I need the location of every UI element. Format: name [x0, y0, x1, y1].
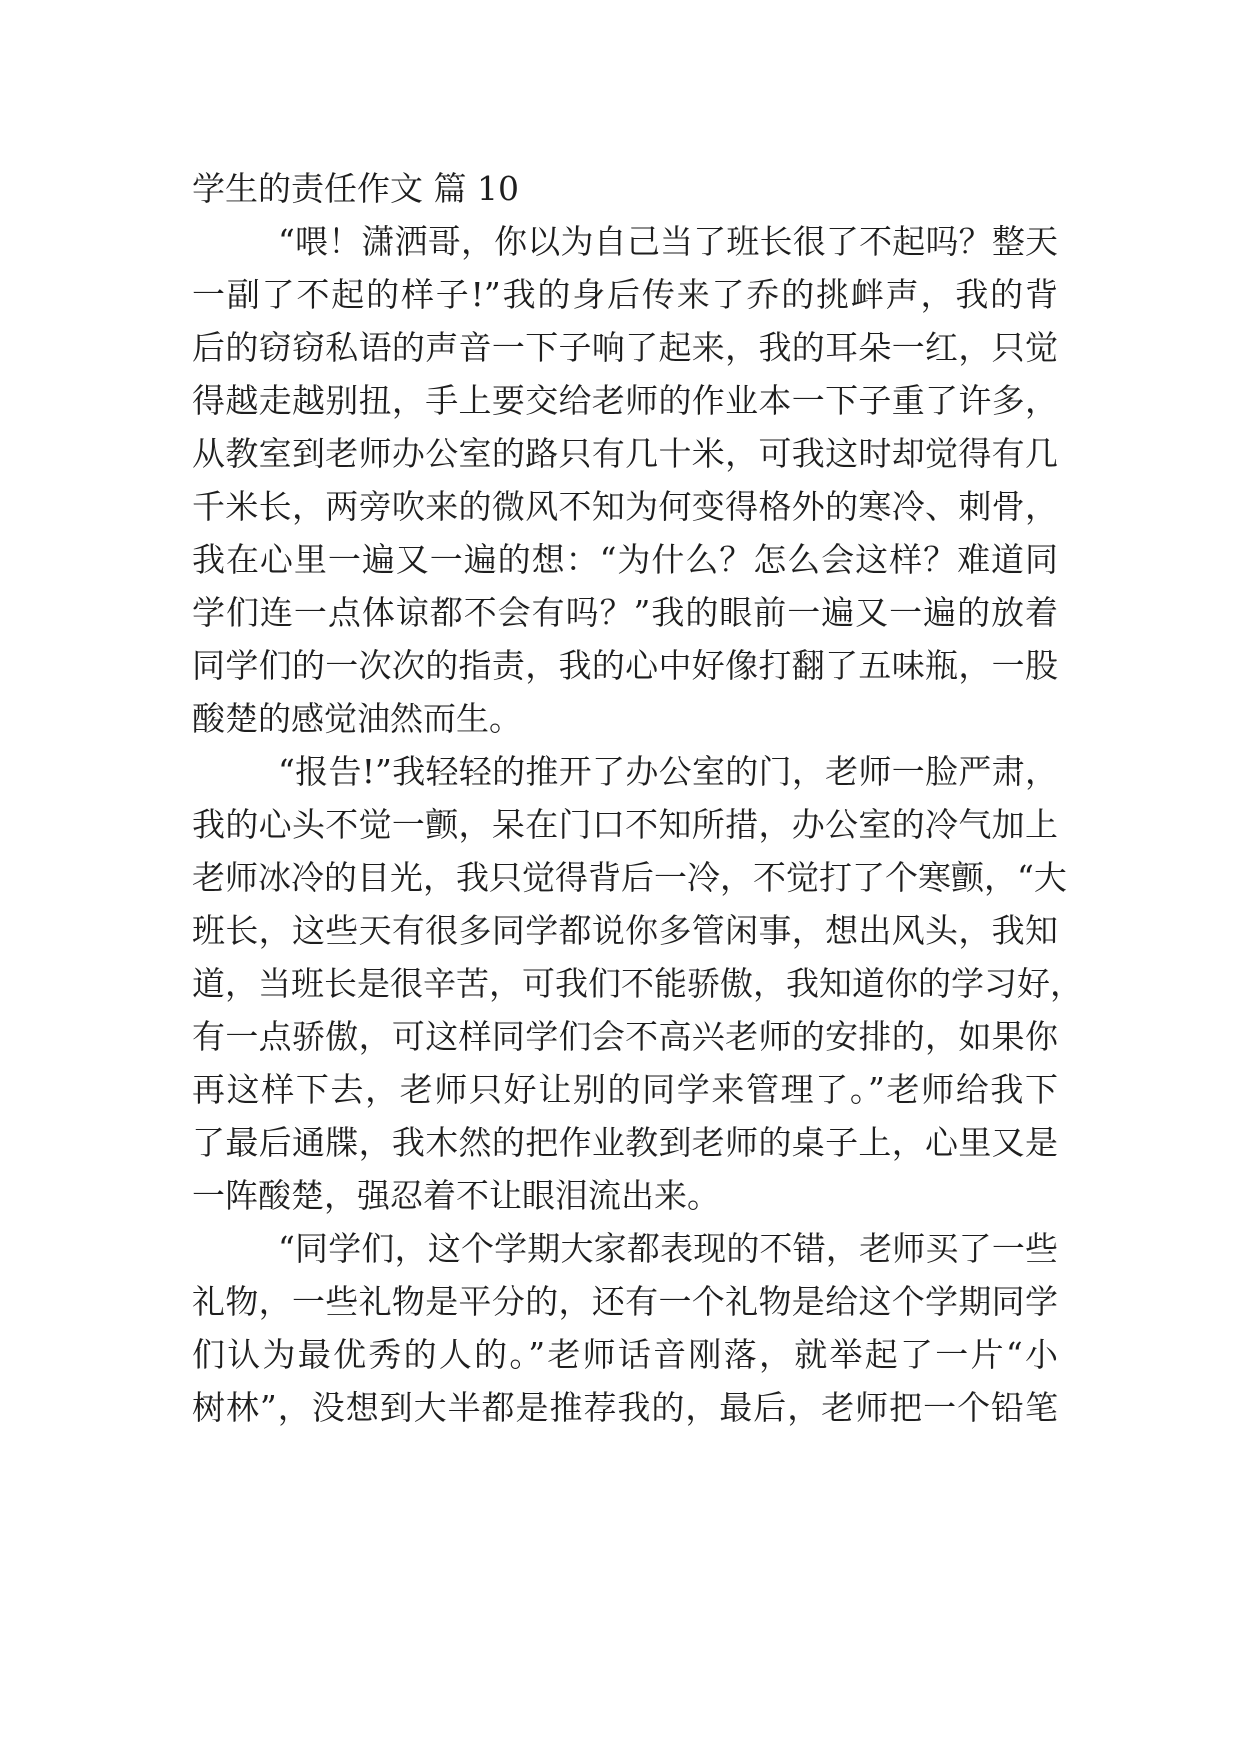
text-line: 千米长，两旁吹来的微风不知为何变得格外的寒冷、刺骨，	[192, 487, 1058, 526]
text-line: 同学们的一次次的指责，我的心中好像打翻了五味瓶，一股	[192, 646, 1058, 685]
text-line: 道，当班长是很辛苦，可我们不能骄傲，我知道你的学习好，	[192, 964, 1083, 1003]
text-line: 们认为最优秀的人的。”老师话音刚落，就举起了一片“小	[192, 1335, 1058, 1374]
paragraph-2	[192, 745, 1083, 1222]
text-line: “喂！潇洒哥，你以为自己当了班长很了不起吗？整天	[278, 222, 1058, 261]
text-line: “同学们，这个学期大家都表现的不错，老师买了一些	[278, 1229, 1058, 1268]
text-line: 了最后通牒，我木然的把作业教到老师的桌子上，心里又是	[192, 1123, 1058, 1162]
text-line: 后的窃窃私语的声音一下子响了起来，我的耳朵一红，只觉	[192, 328, 1058, 367]
text-line: 我的心头不觉一颤，呆在门口不知所措，办公室的冷气加上	[192, 805, 1058, 844]
document-title: 学生的责任作文 篇 10	[192, 169, 519, 208]
text-line: 得越走越别扭，手上要交给老师的作业本一下子重了许多，	[192, 381, 1058, 420]
text-line: 从教室到老师办公室的路只有几十米，可我这时却觉得有几	[192, 434, 1058, 473]
text-line: 一副了不起的样子!”我的身后传来了乔的挑衅声，我的背	[192, 275, 1058, 314]
text-line: 老师冰冷的目光，我只觉得背后一冷，不觉打了个寒颤，“大	[192, 858, 1067, 897]
paragraph-1	[192, 215, 1058, 745]
text-line: 礼物，一些礼物是平分的，还有一个礼物是给这个学期同学	[192, 1282, 1058, 1321]
paragraph-3	[192, 1222, 1058, 1434]
text-line: 再这样下去，老师只好让别的同学来管理了。”老师给我下	[192, 1070, 1058, 1109]
text-line: 学们连一点体谅都不会有吗？”我的眼前一遍又一遍的放着	[192, 593, 1058, 632]
document-body	[192, 162, 1083, 1434]
text-line: 有一点骄傲，可这样同学们会不高兴老师的安排的，如果你	[192, 1017, 1058, 1056]
text-line: “报告!”我轻轻的推开了办公室的门，老师一脸严肃，	[278, 752, 1058, 791]
text-line: 我在心里一遍又一遍的想：“为什么？怎么会这样？难道同	[192, 540, 1058, 579]
text-line: 树林”，没想到大半都是推荐我的，最后，老师把一个铅笔	[192, 1388, 1058, 1427]
text-line: 班长，这些天有很多同学都说你多管闲事，想出风头，我知	[192, 911, 1058, 950]
text-line: 酸楚的感觉油然而生。	[192, 699, 522, 738]
text-line: 一阵酸楚，强忍着不让眼泪流出来。	[192, 1176, 720, 1215]
